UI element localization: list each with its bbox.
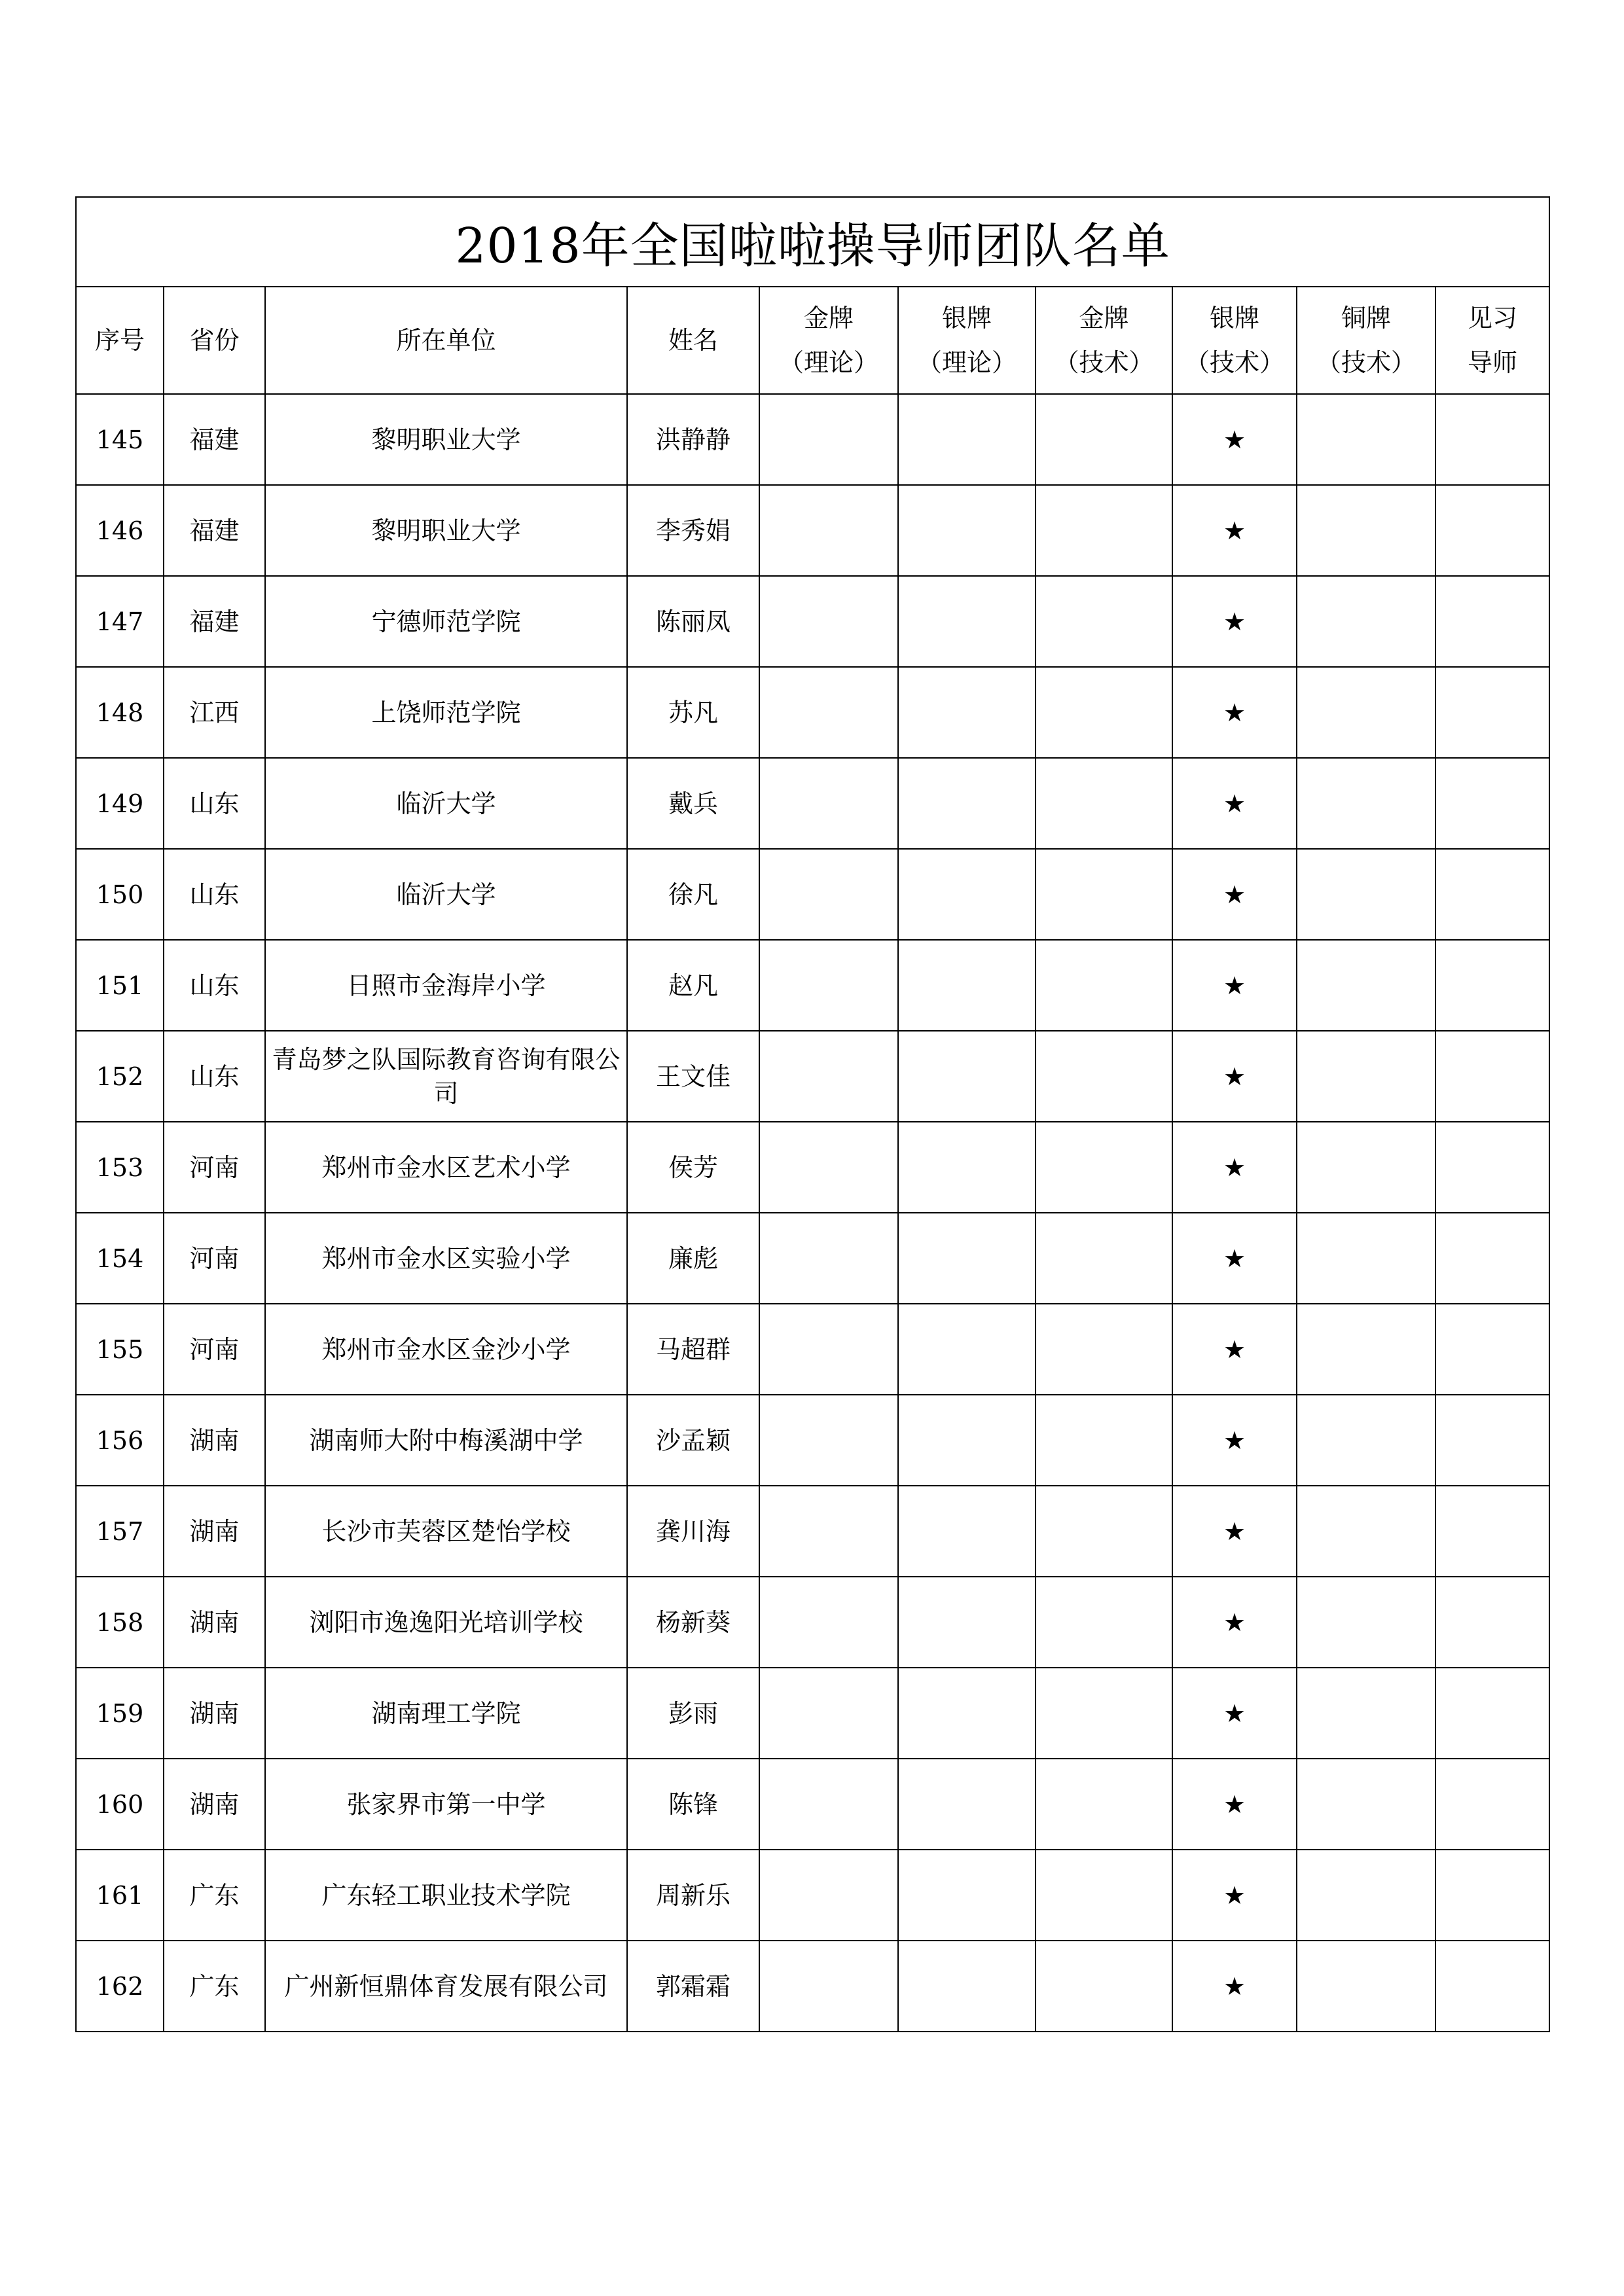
unit-cell: 张家界市第一中学 bbox=[265, 1759, 627, 1850]
seq-cell: 160 bbox=[76, 1759, 164, 1850]
silver-theory-cell bbox=[898, 1941, 1036, 2032]
silver-technique-cell: ★ bbox=[1172, 485, 1297, 576]
silver-theory-cell bbox=[898, 485, 1036, 576]
instructor-roster-table bbox=[75, 196, 1550, 2032]
bronze-technique-cell bbox=[1297, 667, 1435, 758]
gold-technique-cell bbox=[1036, 485, 1172, 576]
province-cell: 湖南 bbox=[164, 1668, 265, 1759]
silver-technique-cell: ★ bbox=[1172, 1031, 1297, 1122]
trainee-cell bbox=[1435, 758, 1549, 849]
gold-theory-cell bbox=[759, 1213, 898, 1304]
table-row bbox=[76, 1031, 1549, 1122]
unit-cell: 广州新恒鼎体育发展有限公司 bbox=[265, 1941, 627, 2032]
silver-technique-cell: ★ bbox=[1172, 1395, 1297, 1486]
gold-technique-cell bbox=[1036, 1213, 1172, 1304]
gold-theory-cell bbox=[759, 940, 898, 1031]
column-header-seq: 序号 bbox=[76, 287, 164, 394]
silver-theory-cell bbox=[898, 1122, 1036, 1213]
gold-technique-cell bbox=[1036, 940, 1172, 1031]
gold-technique-cell bbox=[1036, 1759, 1172, 1850]
unit-cell: 日照市金海岸小学 bbox=[265, 940, 627, 1031]
bronze-technique-cell bbox=[1297, 1122, 1435, 1213]
silver-theory-cell bbox=[898, 1031, 1036, 1122]
page-title: 2018年全国啦啦操导师团队名单 bbox=[76, 197, 1549, 287]
gold-technique-cell bbox=[1036, 1031, 1172, 1122]
column-header-unit: 所在单位 bbox=[265, 287, 627, 394]
trainee-cell bbox=[1435, 1122, 1549, 1213]
unit-cell: 黎明职业大学 bbox=[265, 485, 627, 576]
seq-cell: 153 bbox=[76, 1122, 164, 1213]
gold-theory-cell bbox=[759, 667, 898, 758]
gold-technique-cell bbox=[1036, 394, 1172, 485]
silver-technique-cell: ★ bbox=[1172, 1486, 1297, 1577]
gold-theory-cell bbox=[759, 1668, 898, 1759]
bronze-technique-cell bbox=[1297, 940, 1435, 1031]
silver-theory-cell bbox=[898, 1486, 1036, 1577]
bronze-technique-cell bbox=[1297, 1304, 1435, 1395]
name-cell: 洪静静 bbox=[627, 394, 759, 485]
trainee-cell bbox=[1435, 1213, 1549, 1304]
gold-technique-cell bbox=[1036, 1941, 1172, 2032]
silver-technique-cell: ★ bbox=[1172, 849, 1297, 940]
name-cell: 沙孟颖 bbox=[627, 1395, 759, 1486]
silver-theory-cell bbox=[898, 1850, 1036, 1941]
seq-cell: 158 bbox=[76, 1577, 164, 1668]
trainee-cell bbox=[1435, 394, 1549, 485]
table-row bbox=[76, 394, 1549, 485]
unit-cell: 宁德师范学院 bbox=[265, 576, 627, 667]
province-cell: 山东 bbox=[164, 1031, 265, 1122]
silver-theory-cell bbox=[898, 394, 1036, 485]
table-row bbox=[76, 1122, 1549, 1213]
silver-theory-cell bbox=[898, 576, 1036, 667]
trainee-cell bbox=[1435, 1577, 1549, 1668]
silver-theory-cell bbox=[898, 667, 1036, 758]
unit-cell: 湖南理工学院 bbox=[265, 1668, 627, 1759]
province-cell: 河南 bbox=[164, 1304, 265, 1395]
name-cell: 赵凡 bbox=[627, 940, 759, 1031]
bronze-technique-cell bbox=[1297, 1031, 1435, 1122]
name-cell: 李秀娟 bbox=[627, 485, 759, 576]
province-cell: 福建 bbox=[164, 576, 265, 667]
name-cell: 侯芳 bbox=[627, 1122, 759, 1213]
silver-theory-cell bbox=[898, 1668, 1036, 1759]
gold-technique-cell bbox=[1036, 1486, 1172, 1577]
gold-technique-cell bbox=[1036, 1668, 1172, 1759]
gold-theory-cell bbox=[759, 1395, 898, 1486]
gold-technique-cell bbox=[1036, 1577, 1172, 1668]
bronze-technique-cell bbox=[1297, 1395, 1435, 1486]
name-cell: 戴兵 bbox=[627, 758, 759, 849]
silver-theory-cell bbox=[898, 1213, 1036, 1304]
seq-cell: 147 bbox=[76, 576, 164, 667]
table-row bbox=[76, 667, 1549, 758]
column-header-gold-theory: 金牌 （理论） bbox=[759, 287, 898, 394]
gold-technique-cell bbox=[1036, 1122, 1172, 1213]
bronze-technique-cell bbox=[1297, 1850, 1435, 1941]
trainee-cell bbox=[1435, 1304, 1549, 1395]
unit-cell: 黎明职业大学 bbox=[265, 394, 627, 485]
silver-technique-cell: ★ bbox=[1172, 1941, 1297, 2032]
seq-cell: 149 bbox=[76, 758, 164, 849]
unit-cell: 郑州市金水区金沙小学 bbox=[265, 1304, 627, 1395]
table-row bbox=[76, 1941, 1549, 2032]
gold-technique-cell bbox=[1036, 849, 1172, 940]
silver-technique-cell: ★ bbox=[1172, 1759, 1297, 1850]
province-cell: 山东 bbox=[164, 849, 265, 940]
column-header-gold-technique: 金牌 （技术） bbox=[1036, 287, 1172, 394]
table-row bbox=[76, 1759, 1549, 1850]
unit-cell: 上饶师范学院 bbox=[265, 667, 627, 758]
province-cell: 河南 bbox=[164, 1122, 265, 1213]
table-header-row bbox=[76, 287, 1549, 394]
trainee-cell bbox=[1435, 849, 1549, 940]
silver-theory-cell bbox=[898, 1577, 1036, 1668]
silver-technique-cell: ★ bbox=[1172, 1850, 1297, 1941]
bronze-technique-cell bbox=[1297, 758, 1435, 849]
unit-cell: 临沂大学 bbox=[265, 758, 627, 849]
name-cell: 廉彪 bbox=[627, 1213, 759, 1304]
bronze-technique-cell bbox=[1297, 1486, 1435, 1577]
silver-theory-cell bbox=[898, 1304, 1036, 1395]
seq-cell: 157 bbox=[76, 1486, 164, 1577]
gold-theory-cell bbox=[759, 576, 898, 667]
bronze-technique-cell bbox=[1297, 1941, 1435, 2032]
province-cell: 湖南 bbox=[164, 1395, 265, 1486]
gold-theory-cell bbox=[759, 849, 898, 940]
province-cell: 河南 bbox=[164, 1213, 265, 1304]
unit-cell: 青岛梦之队国际教育咨询有限公司 bbox=[265, 1031, 627, 1122]
gold-technique-cell bbox=[1036, 1395, 1172, 1486]
gold-theory-cell bbox=[759, 1304, 898, 1395]
bronze-technique-cell bbox=[1297, 576, 1435, 667]
silver-theory-cell bbox=[898, 758, 1036, 849]
bronze-technique-cell bbox=[1297, 1759, 1435, 1850]
seq-cell: 162 bbox=[76, 1941, 164, 2032]
gold-theory-cell bbox=[759, 485, 898, 576]
trainee-cell bbox=[1435, 1395, 1549, 1486]
silver-theory-cell bbox=[898, 1395, 1036, 1486]
bronze-technique-cell bbox=[1297, 394, 1435, 485]
table-row bbox=[76, 1486, 1549, 1577]
gold-theory-cell bbox=[759, 1122, 898, 1213]
table-row bbox=[76, 1213, 1549, 1304]
name-cell: 龚川海 bbox=[627, 1486, 759, 1577]
seq-cell: 152 bbox=[76, 1031, 164, 1122]
province-cell: 湖南 bbox=[164, 1759, 265, 1850]
bronze-technique-cell bbox=[1297, 1577, 1435, 1668]
silver-theory-cell bbox=[898, 1759, 1036, 1850]
silver-technique-cell: ★ bbox=[1172, 758, 1297, 849]
unit-cell: 湖南师大附中梅溪湖中学 bbox=[265, 1395, 627, 1486]
province-cell: 山东 bbox=[164, 940, 265, 1031]
gold-theory-cell bbox=[759, 758, 898, 849]
unit-cell: 郑州市金水区实验小学 bbox=[265, 1213, 627, 1304]
seq-cell: 154 bbox=[76, 1213, 164, 1304]
table-row bbox=[76, 1577, 1549, 1668]
gold-technique-cell bbox=[1036, 667, 1172, 758]
name-cell: 王文佳 bbox=[627, 1031, 759, 1122]
seq-cell: 161 bbox=[76, 1850, 164, 1941]
table-row bbox=[76, 576, 1549, 667]
name-cell: 杨新葵 bbox=[627, 1577, 759, 1668]
table-row bbox=[76, 1668, 1549, 1759]
name-cell: 郭霜霜 bbox=[627, 1941, 759, 2032]
province-cell: 广东 bbox=[164, 1850, 265, 1941]
table-row bbox=[76, 1395, 1549, 1486]
seq-cell: 148 bbox=[76, 667, 164, 758]
province-cell: 福建 bbox=[164, 394, 265, 485]
province-cell: 福建 bbox=[164, 485, 265, 576]
seq-cell: 146 bbox=[76, 485, 164, 576]
trainee-cell bbox=[1435, 1850, 1549, 1941]
gold-theory-cell bbox=[759, 1850, 898, 1941]
name-cell: 陈锋 bbox=[627, 1759, 759, 1850]
gold-theory-cell bbox=[759, 1486, 898, 1577]
table-row bbox=[76, 1304, 1549, 1395]
unit-cell: 长沙市芙蓉区楚怡学校 bbox=[265, 1486, 627, 1577]
silver-technique-cell: ★ bbox=[1172, 1213, 1297, 1304]
column-header-silver-technique: 银牌 （技术） bbox=[1172, 287, 1297, 394]
bronze-technique-cell bbox=[1297, 849, 1435, 940]
seq-cell: 151 bbox=[76, 940, 164, 1031]
silver-technique-cell: ★ bbox=[1172, 1304, 1297, 1395]
seq-cell: 155 bbox=[76, 1304, 164, 1395]
bronze-technique-cell bbox=[1297, 1668, 1435, 1759]
name-cell: 马超群 bbox=[627, 1304, 759, 1395]
silver-technique-cell: ★ bbox=[1172, 1577, 1297, 1668]
silver-technique-cell: ★ bbox=[1172, 1122, 1297, 1213]
name-cell: 陈丽凤 bbox=[627, 576, 759, 667]
gold-theory-cell bbox=[759, 1577, 898, 1668]
gold-theory-cell bbox=[759, 1031, 898, 1122]
province-cell: 广东 bbox=[164, 1941, 265, 2032]
table-row bbox=[76, 849, 1549, 940]
trainee-cell bbox=[1435, 485, 1549, 576]
province-cell: 湖南 bbox=[164, 1577, 265, 1668]
trainee-cell bbox=[1435, 1759, 1549, 1850]
gold-theory-cell bbox=[759, 1941, 898, 2032]
trainee-cell bbox=[1435, 576, 1549, 667]
gold-theory-cell bbox=[759, 394, 898, 485]
table-row bbox=[76, 940, 1549, 1031]
gold-technique-cell bbox=[1036, 576, 1172, 667]
name-cell: 徐凡 bbox=[627, 849, 759, 940]
trainee-cell bbox=[1435, 1031, 1549, 1122]
table-row bbox=[76, 485, 1549, 576]
silver-theory-cell bbox=[898, 849, 1036, 940]
unit-cell: 临沂大学 bbox=[265, 849, 627, 940]
silver-technique-cell: ★ bbox=[1172, 394, 1297, 485]
gold-technique-cell bbox=[1036, 758, 1172, 849]
column-header-silver-theory: 银牌 （理论） bbox=[898, 287, 1036, 394]
unit-cell: 广东轻工职业技术学院 bbox=[265, 1850, 627, 1941]
trainee-cell bbox=[1435, 1668, 1549, 1759]
table-row bbox=[76, 758, 1549, 849]
column-header-name: 姓名 bbox=[627, 287, 759, 394]
silver-technique-cell: ★ bbox=[1172, 940, 1297, 1031]
trainee-cell bbox=[1435, 1486, 1549, 1577]
seq-cell: 145 bbox=[76, 394, 164, 485]
gold-technique-cell bbox=[1036, 1304, 1172, 1395]
silver-technique-cell: ★ bbox=[1172, 1668, 1297, 1759]
column-header-province: 省份 bbox=[164, 287, 265, 394]
seq-cell: 159 bbox=[76, 1668, 164, 1759]
name-cell: 周新乐 bbox=[627, 1850, 759, 1941]
table-row bbox=[76, 1850, 1549, 1941]
seq-cell: 156 bbox=[76, 1395, 164, 1486]
seq-cell: 150 bbox=[76, 849, 164, 940]
silver-technique-cell: ★ bbox=[1172, 576, 1297, 667]
column-header-bronze-technique: 铜牌 （技术） bbox=[1297, 287, 1435, 394]
unit-cell: 郑州市金水区艺术小学 bbox=[265, 1122, 627, 1213]
province-cell: 江西 bbox=[164, 667, 265, 758]
bronze-technique-cell bbox=[1297, 1213, 1435, 1304]
name-cell: 彭雨 bbox=[627, 1668, 759, 1759]
bronze-technique-cell bbox=[1297, 485, 1435, 576]
silver-theory-cell bbox=[898, 940, 1036, 1031]
trainee-cell bbox=[1435, 1941, 1549, 2032]
name-cell: 苏凡 bbox=[627, 667, 759, 758]
gold-technique-cell bbox=[1036, 1850, 1172, 1941]
province-cell: 山东 bbox=[164, 758, 265, 849]
province-cell: 湖南 bbox=[164, 1486, 265, 1577]
silver-technique-cell: ★ bbox=[1172, 667, 1297, 758]
trainee-cell bbox=[1435, 667, 1549, 758]
column-header-trainee: 见习 导师 bbox=[1435, 287, 1549, 394]
gold-theory-cell bbox=[759, 1759, 898, 1850]
unit-cell: 浏阳市逸逸阳光培训学校 bbox=[265, 1577, 627, 1668]
trainee-cell bbox=[1435, 940, 1549, 1031]
